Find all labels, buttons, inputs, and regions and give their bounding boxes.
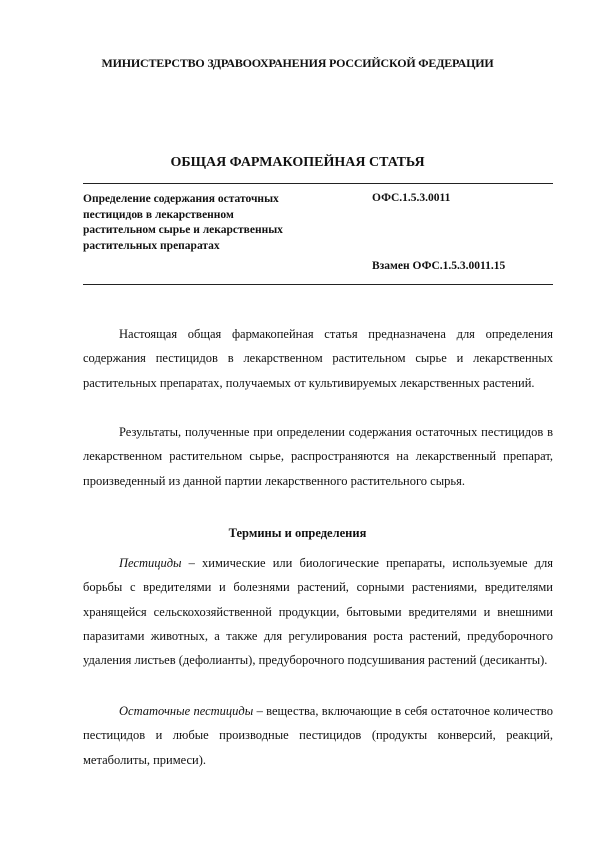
article-subject-line: Определение содержания остаточных bbox=[83, 193, 279, 205]
paragraph-purpose bbox=[83, 322, 553, 395]
article-subject-line: растительных препаратах bbox=[83, 239, 220, 252]
document-title: ОБЩАЯ ФАРМАКОПЕЙНАЯ СТАТЬЯ bbox=[170, 155, 425, 170]
article-subject-line: растительном сырье и лекарственных bbox=[83, 224, 283, 236]
section-heading: Термины и определения bbox=[228, 526, 367, 540]
ministry-header: МИНИСТЕРСТВО ЗДРАВООХРАНЕНИЯ РОССИЙСКОЙ ФЕДЕРАЦИИ bbox=[101, 56, 494, 70]
paragraph-text: Результаты, полученные при определении содержания остаточных пестицидов в лекарственном растительном сырье, распространяются на лекарственный препарат, произведенный из данной партии лекарственного растительного сырья. bbox=[83, 425, 553, 488]
definition-residual-pesticides bbox=[83, 699, 553, 772]
article-subject bbox=[83, 192, 343, 254]
article-code: ОФС.1.5.3.0011 bbox=[372, 192, 451, 204]
top-divider bbox=[83, 183, 553, 184]
replaces-code: Взамен ОФС.1.5.3.0011.15 bbox=[372, 260, 506, 272]
bottom-divider bbox=[83, 284, 553, 285]
definition-text: – химические или биологические препараты, используемые для борьбы с вредителями и болезнями растений, сорными растениями, вредителями хранящейся сельскохозяйственной продукции, бытовыми вредителями и внешними паразитами животных, а также для регулирования роста растений, предуборочного удаления листьев (дефолианты), предуборочного подсушивания растений (десиканты). bbox=[83, 556, 553, 668]
term-pesticides: Пестициды bbox=[119, 556, 182, 570]
article-subject-line: пестицидов в лекарственном bbox=[83, 208, 234, 221]
paragraph-text: Настоящая общая фармакопейная статья предназначена для определения содержания пестицидов в лекарственном растительном сырье и лекарственных растительных препаратах, получаемых от культивируемых лекарственных растений. bbox=[83, 327, 553, 390]
definition-text: – вещества, включающие в себя остаточное количество пестицидов и любые производные пестицидов (продукты конверсий, реакций, метаболиты, примеси). bbox=[83, 704, 553, 767]
definition-pesticides bbox=[83, 551, 553, 672]
paragraph-results bbox=[83, 420, 553, 493]
term-residual-pesticides: Остаточные пестициды bbox=[119, 704, 254, 718]
